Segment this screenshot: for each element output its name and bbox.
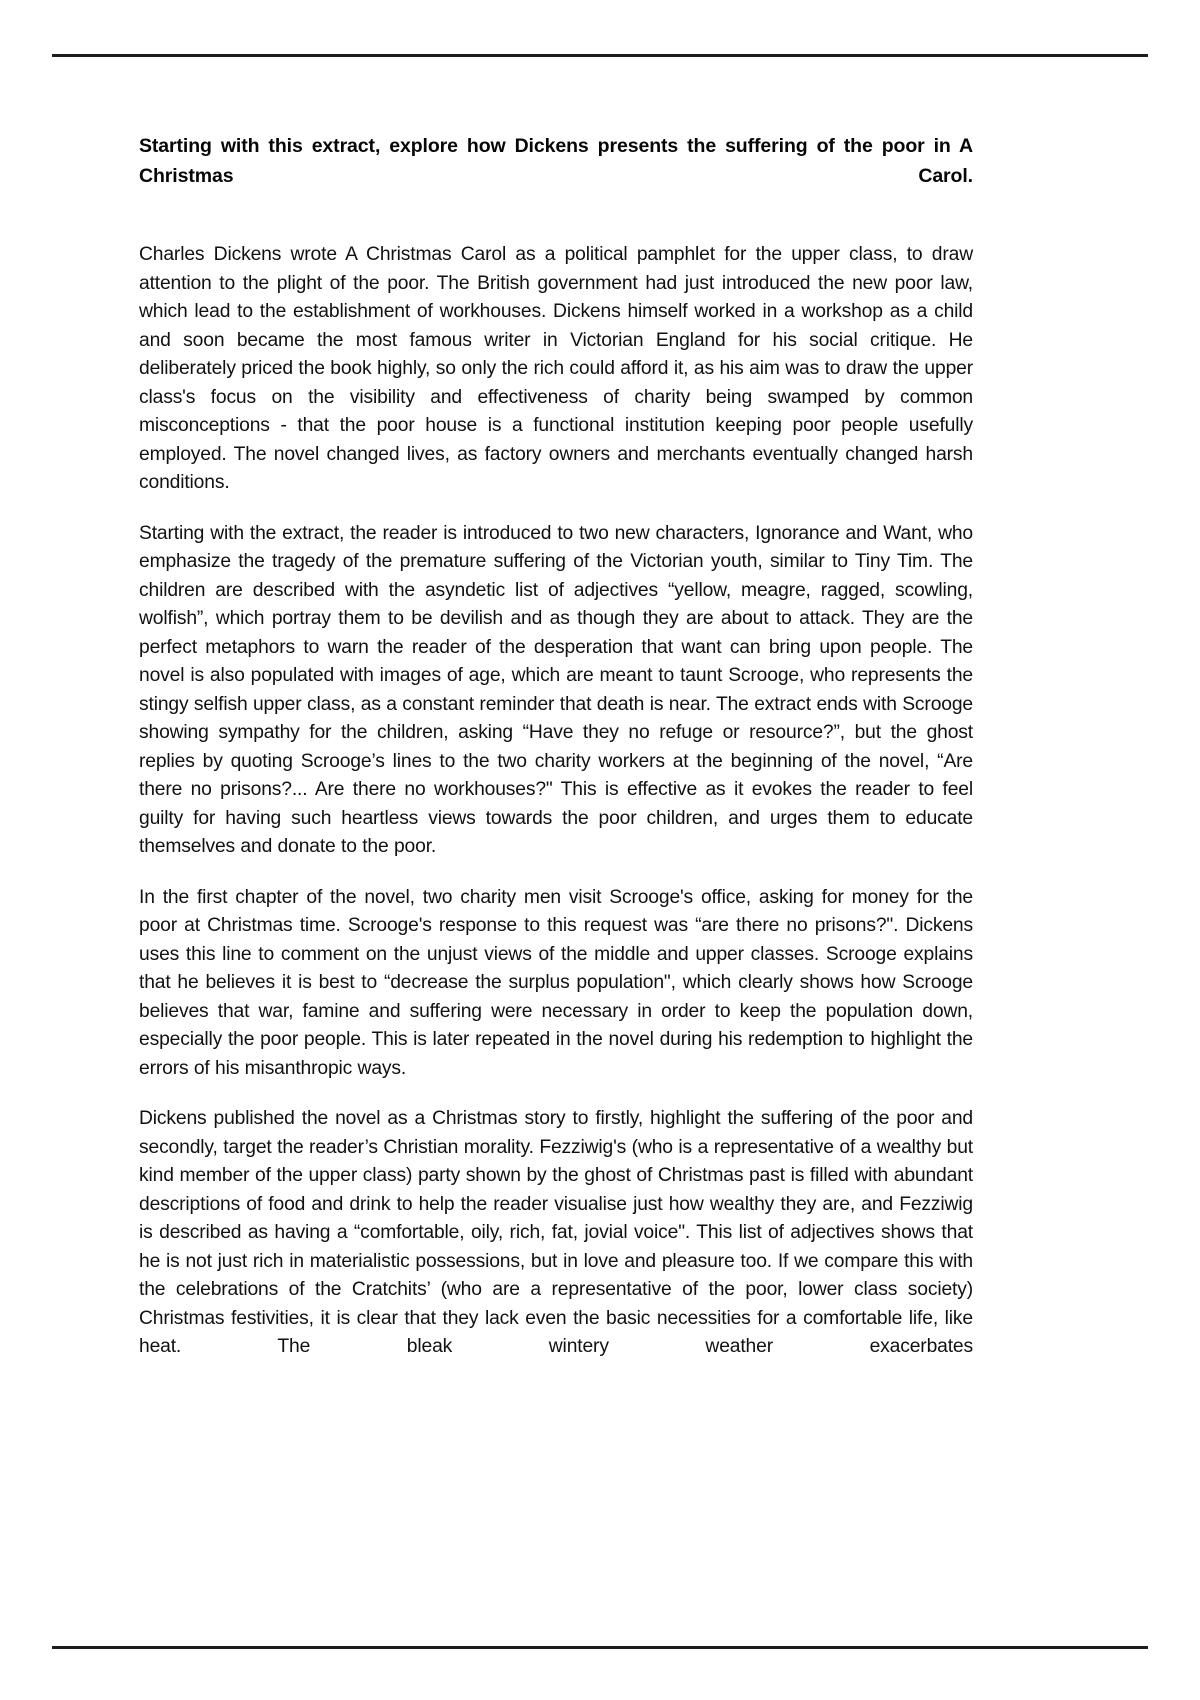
paragraph-fezziwig: Dickens published the novel as a Christmas story to firstly, highlight the suffering of the poor and secondly, target the reader’s Christian morality. Fezziwig's (who is a representative of a wealthy but kind member of the upper class) party shown by the ghost of Christmas past is filled with abundant descriptions of food and drink to help the reader visualise just how wealthy they are, and Fezziwig is described as having a “comfortable, oily, rich, fat, jovial voice". This list of adjectives shows that he is not just rich in materialistic possessions, but in love and pleasure too. If we compare this with the celebrations of the Cratchits’ (who are a representative of the poor, lower class society) Christmas festivities, it is clear that they lack even the basic necessities for a comfortable life, like heat. The bleak wintery weather exacerbates [139,1108,973,1357]
paragraph-context: Charles Dickens wrote A Christmas Carol as a political pamphlet for the upper class, to draw attention to the plight of the poor. The British government had just introduced the new poor law, which lead to the establishment of workhouses. Dickens himself worked in a workshop as a child and soon became the most famous writer in Victorian England for his social critique. He deliberately priced the book highly, so only the rich could afford it, as his aim was to draw the upper class's focus on the visibility and effectiveness of charity being swamped by common misconceptions - that the poor house is a functional institution keeping poor people usefully employed. The novel changed lives, as factory owners and merchants eventually changed harsh conditions. [139,244,973,493]
essay-question-heading: Starting with this extract, explore how Dickens presents the suffering of the poor in A Christmas Carol. [139,135,973,187]
page-bottom-rule [52,1646,1148,1649]
paragraph-extract-analysis: Starting with the extract, the reader is introduced to two new characters, Ignorance and Want, who emphasize the tragedy of the premature suffering of the Victorian youth, similar to Tiny Tim. The children are described with the asyndetic list of adjectives “yellow, meagre, ragged, scowling, wolfish”, which portray them to be devilish and as though they are about to attack. They are the perfect metaphors to warn the reader of the desperation that want can bring upon people. The novel is also populated with images of age, which are meant to taunt Scrooge, who represents the stingy selfish upper class, as a constant reminder that death is near. The extract ends with Scrooge showing sympathy for the children, asking “Have they no refuge or resource?”, but the ghost replies by quoting Scrooge’s lines to the two charity workers at the beginning of the novel, “Are there no prisons?... Are there no workhouses?" This is effective as it evokes the reader to feel guilty for having such heartless views towards the poor children, and urges them to educate themselves and donate to the poor. [139,522,973,857]
document-body [139,131,973,1390]
paragraph-charity-men: In the first chapter of the novel, two charity men visit Scrooge's office, asking for money for the poor at Christmas time. Scrooge's response to this request was “are there no prisons?". Dickens uses this line to comment on the unjust views of the middle and upper classes. Scrooge explains that he believes it is best to “decrease the surplus population", which clearly shows how Scrooge believes that war, famine and suffering were necessary in order to keep the population down, especially the poor people. This is later repeated in the novel during his redemption to highlight the errors of his misanthropic ways. [139,886,973,1079]
page-top-rule [52,54,1148,57]
